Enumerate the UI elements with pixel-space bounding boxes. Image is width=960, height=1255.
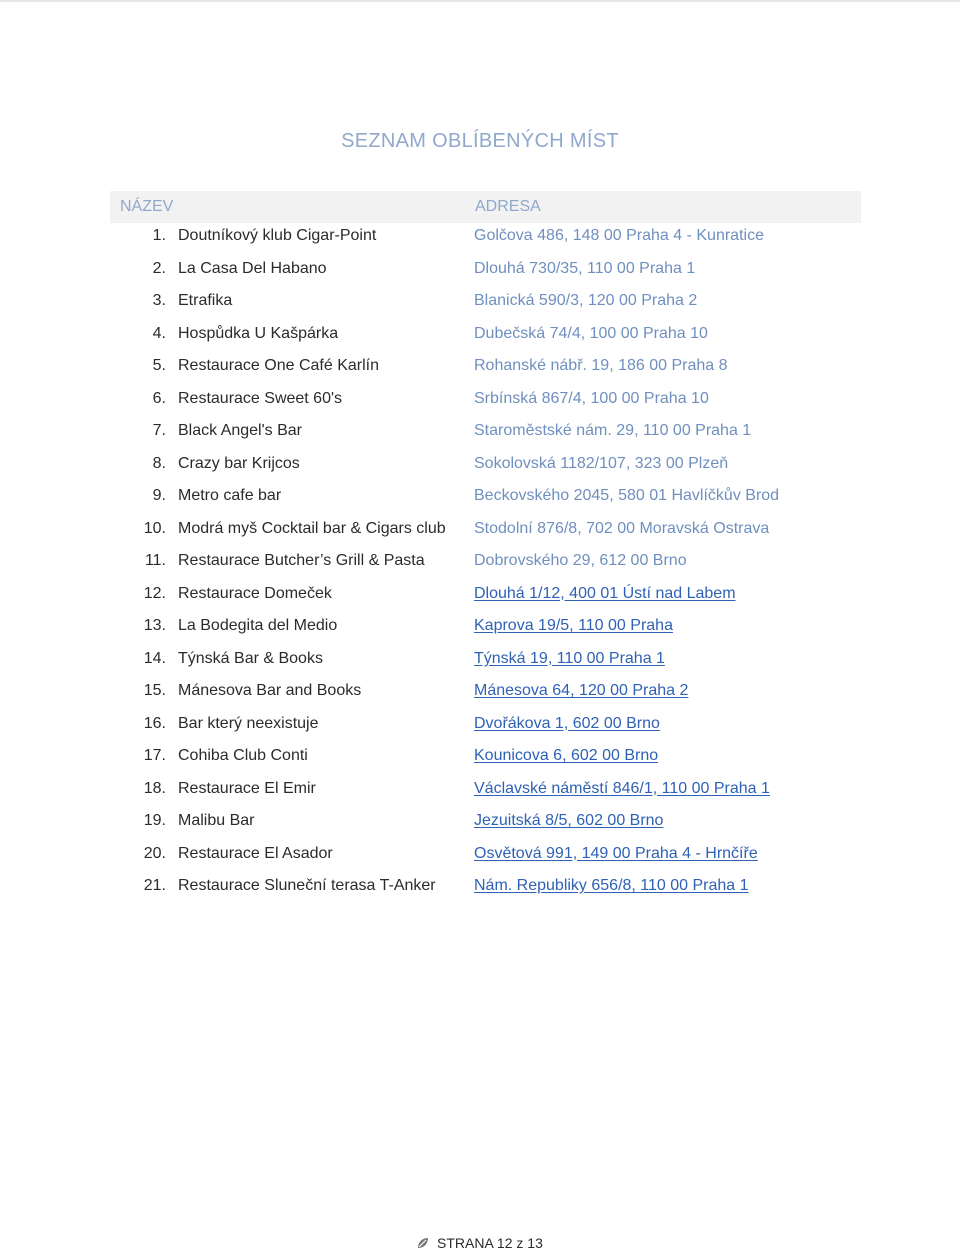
list-item-number: 8. <box>152 454 166 472</box>
place-name: Etrafika <box>178 292 233 309</box>
list-item <box>0 480 960 513</box>
column-header-name: NÁZEV <box>120 198 174 215</box>
list-item <box>0 610 960 643</box>
list-item <box>0 708 960 741</box>
place-name: Metro cafe bar <box>178 487 282 504</box>
place-name: Crazy bar Krijcos <box>178 454 300 472</box>
place-address-link[interactable]: Dvořákova 1, 602 00 Brno <box>474 714 660 732</box>
place-name: Restaurace Butcher’s Grill & Pasta <box>178 552 425 569</box>
place-name: Cohiba Club Conti <box>178 747 308 764</box>
place-name: Týnská Bar & Books <box>178 649 323 667</box>
list-item-number: 4. <box>152 324 166 342</box>
list-item <box>0 545 960 578</box>
list-item <box>0 838 960 871</box>
list-item-number: 15. <box>143 682 166 699</box>
place-address-link[interactable]: Jezuitská 8/5, 602 00 Brno <box>474 812 664 829</box>
place-address-link[interactable]: Kaprova 19/5, 110 00 Praha <box>474 617 673 634</box>
place-name: Restaurace Sluneční terasa T-Anker <box>178 877 436 894</box>
place-address-link[interactable]: Beckovského 2045, 580 01 Havlíčkův Brod <box>474 487 780 504</box>
place-address-link[interactable]: Václavské náměstí 846/1, 110 00 Praha 1 <box>474 779 770 797</box>
list-item <box>0 448 960 481</box>
list-item-number: 9. <box>152 487 166 504</box>
list-item <box>0 383 960 416</box>
place-name: Modrá myš Cocktail bar & Cigars club <box>178 519 446 537</box>
list-item <box>0 220 960 253</box>
place-name: Restaurace El Emir <box>178 779 316 797</box>
place-address-link[interactable]: Kounicova 6, 602 00 Brno <box>474 747 659 764</box>
place-address-link[interactable]: Nám. Republiky 656/8, 110 00 Praha 1 <box>474 877 749 894</box>
place-address-link[interactable]: Staroměstské nám. 29, 110 00 Praha 1 <box>474 422 752 439</box>
list-item-number: 19. <box>143 812 166 829</box>
page-footer <box>0 1235 960 1251</box>
place-address-link[interactable]: Stodolní 876/8, 702 00 Moravská Ostrava <box>474 519 770 537</box>
page-number: STRANA 12 z 13 <box>437 1235 543 1251</box>
list-item <box>0 870 960 903</box>
list-item <box>0 318 960 351</box>
table-header <box>110 191 861 223</box>
place-address-link[interactable]: Mánesova 64, 120 00 Praha 2 <box>474 682 689 699</box>
list-item <box>0 285 960 318</box>
place-address-link[interactable]: Dlouhá 1/12, 400 01 Ústí nad Labem <box>474 584 736 602</box>
list-item-number: 10. <box>143 519 166 537</box>
place-address-link[interactable]: Rohanské nábř. 19, 186 00 Praha 8 <box>474 357 728 374</box>
place-name: La Casa Del Habano <box>178 259 327 277</box>
list-item-number: 5. <box>152 357 166 374</box>
leaf-logo-icon <box>417 1237 429 1249</box>
list-item <box>0 513 960 546</box>
list-item <box>0 253 960 286</box>
list-item-number: 12. <box>143 584 166 602</box>
place-name: Black Angel's Bar <box>178 422 303 439</box>
list-item <box>0 773 960 806</box>
place-name: Restaurace El Asador <box>178 844 333 862</box>
list-item-number: 7. <box>152 422 166 439</box>
place-name: Mánesova Bar and Books <box>178 682 362 699</box>
list-item <box>0 415 960 448</box>
place-address-link[interactable]: Golčova 486, 148 00 Praha 4 - Kunratice <box>474 227 764 244</box>
list-item-number: 1. <box>152 227 166 244</box>
place-address-link[interactable]: Dubečská 74/4, 100 00 Praha 10 <box>474 324 708 342</box>
list-item-number: 21. <box>143 877 166 894</box>
place-name: Restaurace Domeček <box>178 584 332 602</box>
list-item <box>0 578 960 611</box>
column-header-address: ADRESA <box>475 198 541 215</box>
list-item-number: 11. <box>144 552 166 569</box>
place-name: Bar který neexistuje <box>178 714 319 732</box>
places-list <box>0 220 960 903</box>
list-item <box>0 350 960 383</box>
place-address-link[interactable]: Dlouhá 730/35, 110 00 Praha 1 <box>474 259 696 277</box>
page-title: SEZNAM OBLÍBENÝCH MÍST <box>341 130 619 152</box>
place-address-link[interactable]: Týnská 19, 110 00 Praha 1 <box>474 649 665 667</box>
list-item-number: 20. <box>143 844 166 862</box>
list-item-number: 14. <box>143 649 166 667</box>
list-item-number: 18. <box>143 779 166 797</box>
list-item-number: 16. <box>143 714 166 732</box>
list-item <box>0 740 960 773</box>
list-item-number: 13. <box>143 617 166 634</box>
top-divider <box>0 0 960 2</box>
place-name: Doutníkový klub Cigar-Point <box>178 227 377 244</box>
place-name: Restaurace One Café Karlín <box>178 357 379 374</box>
list-item <box>0 675 960 708</box>
place-address-link[interactable]: Dobrovského 29, 612 00 Brno <box>474 552 687 569</box>
place-address-link[interactable]: Blanická 590/3, 120 00 Praha 2 <box>474 292 698 309</box>
list-item <box>0 643 960 676</box>
list-item-number: 17. <box>143 747 166 764</box>
place-name: La Bodegita del Medio <box>178 617 338 634</box>
place-name: Restaurace Sweet 60's <box>178 389 343 407</box>
place-address-link[interactable]: Srbínská 867/4, 100 00 Praha 10 <box>474 389 709 407</box>
list-item-number: 2. <box>152 259 166 277</box>
list-item <box>0 805 960 838</box>
list-item-number: 6. <box>152 389 166 407</box>
place-address-link[interactable]: Sokolovská 1182/107, 323 00 Plzeň <box>474 454 729 472</box>
place-address-link[interactable]: Osvětová 991, 149 00 Praha 4 - Hrnčíře <box>474 844 758 862</box>
place-name: Malibu Bar <box>178 812 255 829</box>
place-name: Hospůdka U Kašpárka <box>178 324 339 342</box>
list-item-number: 3. <box>152 292 166 309</box>
